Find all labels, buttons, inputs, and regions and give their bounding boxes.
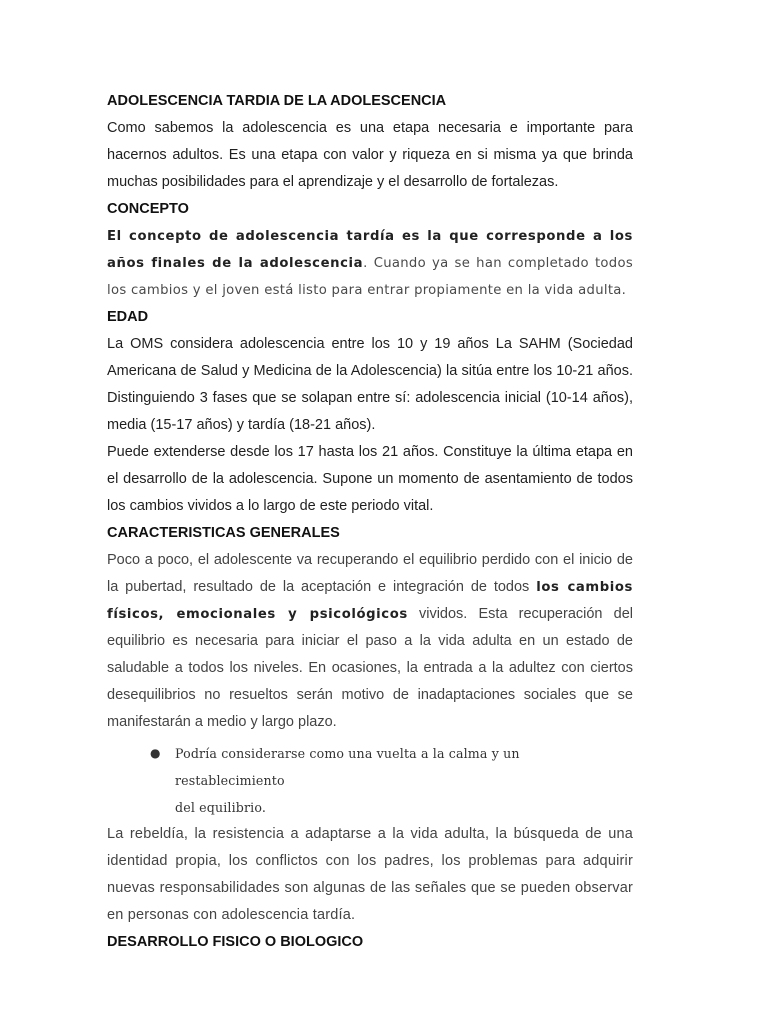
caracteristicas-paragraph-1 bbox=[107, 547, 633, 736]
intro-paragraph: Como sabemos la adolescencia es una etapa necesaria e importante para hacernos adultos. Es una etapa con valor y riqueza en si misma ya que brinda muchas posibilidades para el aprendizaje y el desarrollo de fortalezas. bbox=[107, 120, 633, 190]
concepto-rest-text: . Cuando ya se han completado todos los cambios y el joven está listo para entrar propiamente en la vida adulta. bbox=[107, 256, 634, 298]
bullet-item bbox=[107, 740, 633, 821]
document-body bbox=[107, 88, 633, 956]
concepto-heading: CONCEPTO bbox=[107, 201, 189, 217]
caracteristicas-heading: CARACTERISTICAS GENERALES bbox=[107, 525, 340, 541]
caracteristicas-paragraph-2: La rebeldía, la resistencia a adaptarse a la vida adulta, la búsqueda de una identidad propia, los conflictos con los padres, los problemas para adquirir nuevas responsabilidades son algunas de las señales que se pueden observar en personas con adolescencia tardía. bbox=[107, 826, 633, 923]
edad-paragraph-1: La OMS considera adolescencia entre los 10 y 19 años La SAHM (Sociedad Americana de Salud y Medicina de la Adolescencia) la sitúa entre los 10-21 años. Distinguiendo 3 fases que se solapan entre sí: adolescencia inicial (10-14 años), media (15-17 años) y tardía (18-21 años). bbox=[107, 336, 633, 433]
concepto-paragraph bbox=[107, 223, 633, 304]
caracteristicas-text-after: vividos. Esta recuperación del equilibrio es necesaria para iniciar el paso a la vida adulta en un estado de saludable a todos los niveles. En ocasiones, la entrada a la adultez con ciertos desequilibrios no resueltos serán motivo de inadaptaciones sociales que se manifestarán a medio y largo plazo. bbox=[107, 606, 634, 730]
edad-paragraph-2: Puede extenderse desde los 17 hasta los 21 años. Constituye la última etapa en el desarrollo de la adolescencia. Supone un momento de asentamiento de todos los cambios vividos a lo largo de este periodo vital. bbox=[107, 444, 633, 514]
caracteristicas-text-before: Poco a poco, el adolescente va recuperando el equilibrio perdido con el inicio de la pubertad, resultado de la aceptación e integración de todos bbox=[107, 552, 633, 595]
caracteristicas-bold-text: los cambios físicos, emocionales y psicológicos bbox=[107, 580, 634, 622]
document-title: ADOLESCENCIA TARDIA DE LA ADOLESCENCIA bbox=[107, 93, 447, 109]
bullet-text-line-1: Podría considerarse como una vuelta a la calma y un restablecimiento bbox=[175, 746, 520, 788]
bullet-text-line-2: del equilibrio. bbox=[175, 800, 266, 815]
concepto-bold-text: El concepto de adolescencia tardía es la que corresponde a los años finales de la adolescencia bbox=[107, 229, 633, 271]
desarrollo-heading: DESARROLLO FISICO O BIOLOGICO bbox=[107, 934, 364, 950]
bullet-dot-icon: ● bbox=[150, 746, 161, 760]
edad-heading: EDAD bbox=[107, 309, 149, 325]
